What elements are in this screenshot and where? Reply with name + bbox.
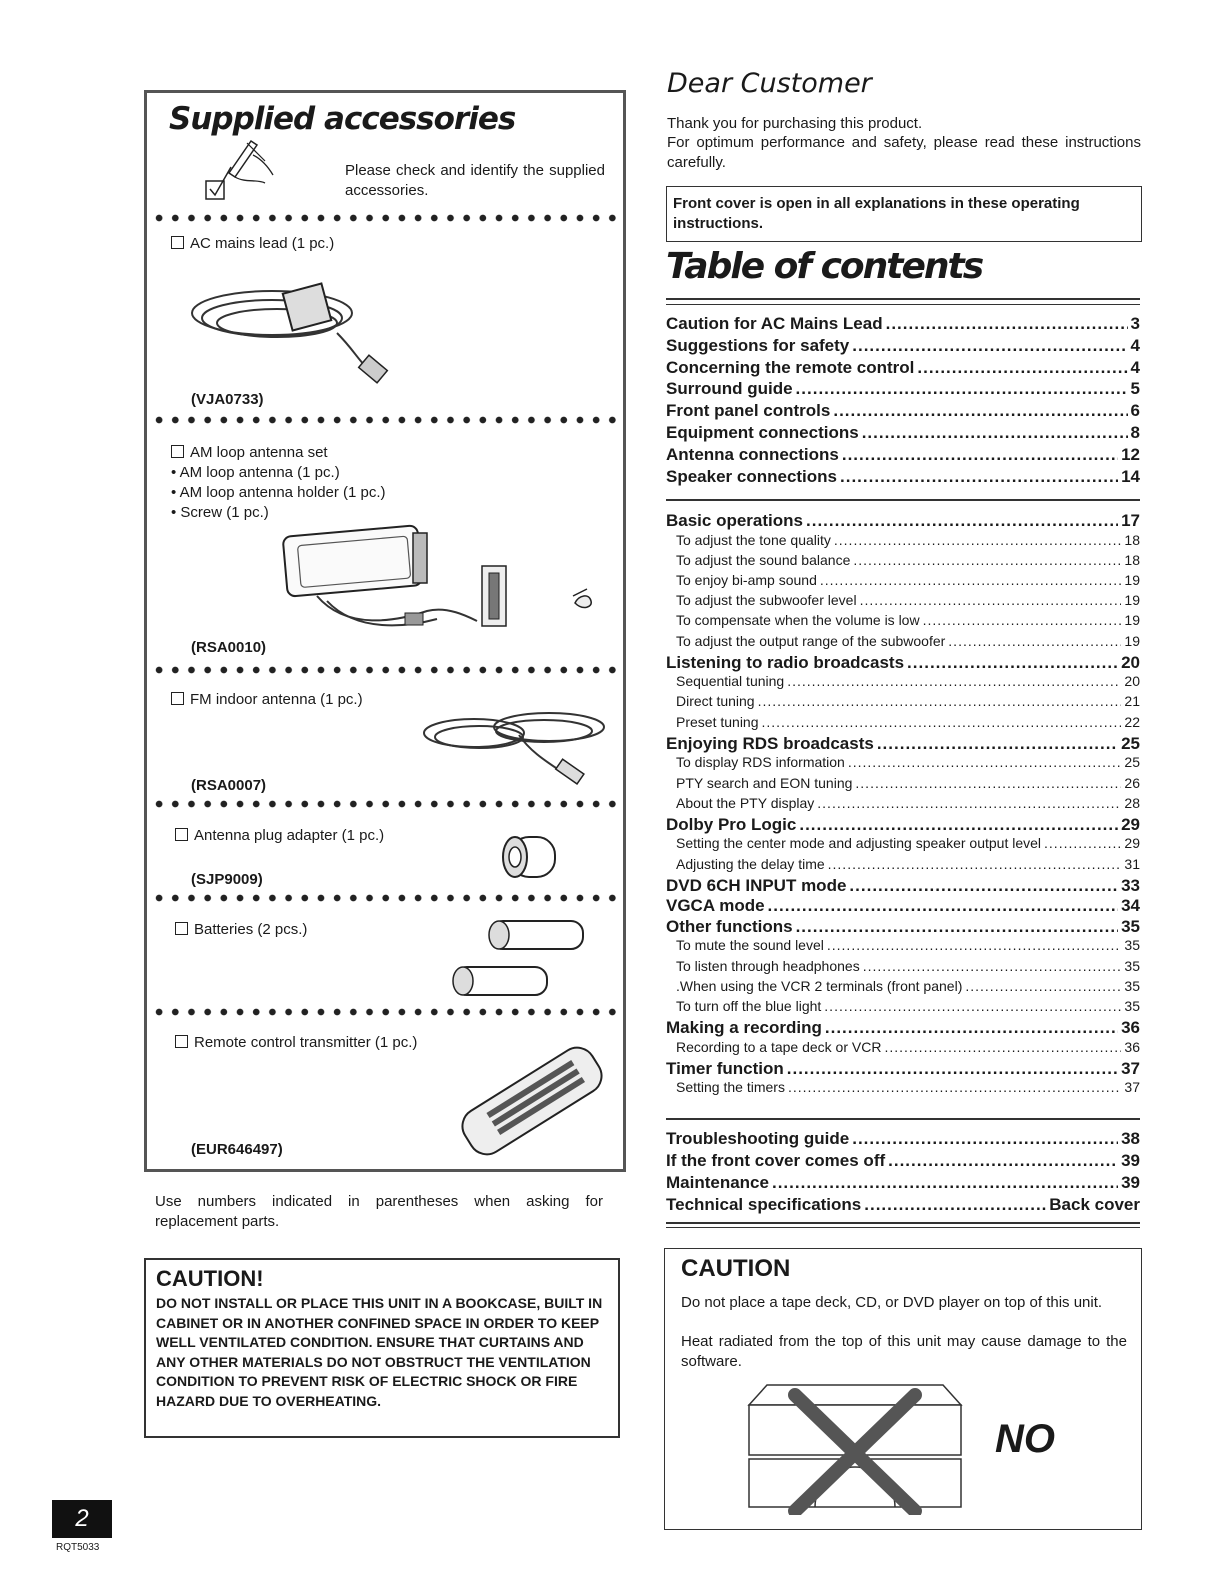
toc-subentry <box>666 958 1140 974</box>
dot-leader <box>768 896 1119 916</box>
toc-entry <box>666 734 1140 754</box>
toc-entry <box>666 653 1140 673</box>
dot-leader <box>849 876 1118 896</box>
dot-leader <box>825 1018 1118 1038</box>
toc-page-number: 35 <box>1124 997 1140 1014</box>
supplied-accessories-box <box>144 90 626 1172</box>
toc-entry-label: Adjusting the delay time <box>676 855 825 872</box>
dot-leader <box>840 467 1118 487</box>
page-code: RQT5033 <box>56 1542 100 1553</box>
toc-page-number: 19 <box>1124 592 1140 609</box>
dot-leader <box>886 314 1128 334</box>
toc-entry-label: About the PTY display <box>676 794 815 811</box>
toc-page-number: 37 <box>1124 1079 1140 1096</box>
accessory-batteries: Batteries (2 pcs.) <box>175 921 307 938</box>
toc-page-number: 34 <box>1121 896 1140 916</box>
toc-entry-label: Technical specifications <box>666 1195 862 1214</box>
toc-page-number: 29 <box>1124 835 1140 852</box>
dotted-divider <box>151 799 621 809</box>
checkbox <box>175 828 188 841</box>
toc-subentry <box>666 714 1140 730</box>
accessory-remote-control: Remote control transmitter (1 pc.) <box>175 1034 417 1051</box>
caution-title: CAUTION! <box>156 1266 264 1291</box>
dot-leader <box>1044 835 1121 851</box>
toc-subentry <box>666 633 1140 649</box>
dot-leader <box>806 511 1118 531</box>
dot-leader <box>852 1129 1118 1149</box>
toc-entry-label: To adjust the output range of the subwoofer <box>676 632 946 649</box>
toc-page-number: 12 <box>1121 444 1140 464</box>
toc-entry-label: To adjust the sound balance <box>676 551 851 568</box>
toc-page-number: 25 <box>1121 733 1140 753</box>
accessory-am-loop-antenna: AM loop antenna set • AM loop antenna (1 pc.) • AM loop antenna holder (1 pc.) • Screw (1 pc.) <box>171 444 386 521</box>
toc-page-number: 33 <box>1121 875 1140 895</box>
dot-leader <box>842 445 1118 465</box>
toc-rule <box>666 1227 1140 1228</box>
dot-leader <box>855 775 1121 791</box>
dot-leader <box>948 633 1121 649</box>
toc-page-number: 22 <box>1124 713 1140 730</box>
toc-entry <box>666 917 1140 937</box>
list-item: • AM loop antenna holder (1 pc.) <box>171 484 386 501</box>
toc-subentry <box>666 775 1140 791</box>
toc-page-number: 20 <box>1124 673 1140 690</box>
toc-subentry <box>666 1079 1140 1095</box>
dot-leader <box>796 917 1119 937</box>
toc-entry-label: To adjust the tone quality <box>676 531 831 548</box>
toc-entry <box>666 1195 1140 1215</box>
toc-page-number: 4 <box>1130 335 1140 355</box>
no-label: NO <box>995 1417 1055 1461</box>
caution-line2: Heat radiated from the top of this unit may cause damage to the software. <box>681 1333 1127 1370</box>
toc-entry <box>666 336 1140 356</box>
dot-leader <box>762 714 1122 730</box>
toc-subentry <box>666 978 1140 994</box>
dot-leader <box>853 552 1121 568</box>
toc-entry <box>666 358 1140 378</box>
toc-entry-label: Sequential tuning <box>676 673 785 690</box>
toc-page-number: 31 <box>1124 855 1140 872</box>
toc-entry-label: Recording to a tape deck or VCR <box>676 1038 882 1055</box>
dotted-divider <box>151 893 621 903</box>
toc-entry-label: Speaker connections <box>666 466 838 486</box>
toc-entry-label: Maintenance <box>666 1173 769 1192</box>
toc-page-number: 26 <box>1124 774 1140 791</box>
toc-entry <box>666 1018 1140 1038</box>
toc-entry-label: Direct tuning <box>676 693 755 710</box>
toc-entry-label: To display RDS information <box>676 754 845 771</box>
batteries-image <box>447 915 597 1005</box>
toc-entry-label: Dolby Pro Logic <box>666 814 797 834</box>
toc-subentry <box>666 998 1140 1014</box>
toc-page-number: 19 <box>1124 571 1140 588</box>
toc-page-number: 18 <box>1124 531 1140 548</box>
replacement-note: Use numbers indicated in parentheses when asking for replacement parts. <box>155 1193 603 1230</box>
toc-page-number: 39 <box>1121 1173 1140 1192</box>
accessories-title: Supplied accessories <box>169 101 516 137</box>
toc-entry <box>666 1173 1140 1193</box>
dot-leader <box>772 1173 1118 1193</box>
toc-page-number: 21 <box>1124 693 1140 710</box>
toc-entry-label: Front panel controls <box>666 401 831 421</box>
checkbox <box>175 922 188 935</box>
toc-entry-label: If the front cover comes off <box>666 1151 886 1170</box>
dot-leader <box>863 958 1122 974</box>
dear-customer-title: Dear Customer <box>667 68 872 99</box>
toc-subentry <box>666 754 1140 770</box>
toc-subentry <box>666 532 1140 548</box>
dot-leader <box>862 423 1128 443</box>
toc-page-number: 39 <box>1121 1151 1140 1170</box>
toc-page-number: 17 <box>1121 511 1140 530</box>
toc-page-number: 8 <box>1130 423 1140 442</box>
toc-page-number: 36 <box>1124 1038 1140 1055</box>
toc-entry-label: Caution for AC Mains Lead <box>666 314 883 333</box>
toc-entry <box>666 896 1140 916</box>
toc-subentry <box>666 552 1140 568</box>
toc-entry-label: To compensate when the volume is low <box>676 612 920 629</box>
toc-subentry <box>666 856 1140 872</box>
remote-control-image <box>447 1037 607 1157</box>
fm-antenna-image <box>419 705 614 795</box>
toc-entry-label: Making a recording <box>666 1018 822 1038</box>
toc-title: Table of contents <box>666 246 983 287</box>
list-item: • AM loop antenna (1 pc.) <box>171 464 340 481</box>
toc-entry <box>666 1151 1140 1171</box>
toc-entry-label: Setting the center mode and adjusting speaker output level <box>676 835 1042 852</box>
dotted-divider <box>151 213 621 223</box>
toc-subentry <box>666 693 1140 709</box>
part-code: (SJP9009) <box>191 871 263 888</box>
dot-leader <box>877 734 1118 754</box>
toc-page-number: 3 <box>1130 314 1140 333</box>
toc-entry <box>666 876 1140 896</box>
checkbox <box>171 692 184 705</box>
toc-rule <box>666 1222 1140 1224</box>
toc-subentry <box>666 592 1140 608</box>
toc-page-number: 4 <box>1130 357 1140 377</box>
toc-subentry <box>666 795 1140 811</box>
dot-leader <box>923 612 1122 628</box>
toc-page-number: 35 <box>1124 937 1140 954</box>
toc-page-number: 19 <box>1124 632 1140 649</box>
dot-leader <box>834 532 1122 548</box>
dot-leader <box>833 401 1127 421</box>
toc-page-number: 35 <box>1124 957 1140 974</box>
toc-entry <box>666 445 1140 465</box>
toc-subentry <box>666 1039 1140 1055</box>
toc-page-number: 38 <box>1121 1129 1140 1148</box>
toc-entry-label: To mute the sound level <box>676 937 824 954</box>
dot-leader <box>907 653 1118 673</box>
toc-rule <box>666 1118 1140 1120</box>
front-cover-notice: Front cover is open in all explanations in these operating instructions. <box>666 186 1142 242</box>
dot-leader <box>848 754 1122 770</box>
toc-subentry <box>666 835 1140 851</box>
dot-leader <box>884 1039 1121 1055</box>
toc-entry-label: PTY search and EON tuning <box>676 774 853 791</box>
dot-leader <box>824 998 1121 1014</box>
toc-entry <box>666 815 1140 835</box>
toc-entry <box>666 314 1140 334</box>
dot-leader <box>758 693 1122 709</box>
part-code: (RSA0010) <box>191 639 267 656</box>
toc-page-number: 20 <box>1121 652 1140 672</box>
toc-page-number: 5 <box>1130 379 1140 399</box>
toc-entry <box>666 467 1140 487</box>
toc-entry-label: Suggestions for safety <box>666 335 850 355</box>
toc-page-number: 18 <box>1124 551 1140 568</box>
toc-subentry <box>666 673 1140 689</box>
toc-rule <box>666 499 1140 501</box>
checkbox <box>175 1035 188 1048</box>
toc-rule <box>666 298 1140 300</box>
toc-page-number: 19 <box>1124 612 1140 629</box>
toc-entry-label: To adjust the subwoofer level <box>676 592 857 609</box>
caution-box-left <box>144 1258 620 1438</box>
part-code: (RSA0007) <box>191 777 267 794</box>
toc-page-number: 28 <box>1124 794 1140 811</box>
antenna-plug-adapter-image <box>493 829 573 885</box>
dot-leader <box>827 937 1122 953</box>
toc-subentry <box>666 612 1140 628</box>
am-loop-antenna-image <box>277 521 607 646</box>
stacked-units-image <box>745 1375 965 1515</box>
checkbox <box>171 445 184 458</box>
toc-entry-label: Surround guide <box>666 379 793 399</box>
toc-entry-label: Troubleshooting guide <box>666 1129 850 1148</box>
checkbox <box>171 236 184 249</box>
caution-box-right <box>664 1248 1142 1530</box>
toc-page-number: 36 <box>1121 1018 1140 1038</box>
dot-leader <box>787 1059 1118 1079</box>
toc-page-number: 25 <box>1124 754 1140 771</box>
accessory-fm-indoor-antenna: FM indoor antenna (1 pc.) <box>171 691 363 708</box>
toc-subentry <box>666 572 1140 588</box>
dot-leader <box>796 379 1128 399</box>
instructions-line: For optimum performance and safety, please read these instructions carefully. <box>667 134 1141 171</box>
dotted-divider <box>151 665 621 675</box>
accessory-ac-mains-lead: AC mains lead (1 pc.) <box>171 235 334 252</box>
toc-entry-label: .When using the VCR 2 terminals (front panel) <box>676 977 963 994</box>
toc-entry-label: Equipment connections <box>666 423 859 442</box>
dot-leader <box>864 1195 1046 1215</box>
toc-entry <box>666 423 1140 443</box>
toc-page-number: 35 <box>1121 916 1140 936</box>
pen-checkbox-icon <box>201 133 291 205</box>
toc-entry <box>666 511 1140 531</box>
toc-entry-label: Antenna connections <box>666 444 839 464</box>
part-code: (VJA0733) <box>191 391 264 408</box>
toc-page-number: Back cover <box>1049 1195 1140 1214</box>
toc-entry <box>666 379 1140 399</box>
dot-leader <box>860 592 1122 608</box>
toc-entry-label: To turn off the blue light <box>676 997 822 1014</box>
caution-title: CAUTION <box>681 1255 791 1282</box>
dot-leader <box>820 572 1122 588</box>
toc-entry-label: To enjoy bi-amp sound <box>676 571 817 588</box>
toc-entry-label: DVD 6CH INPUT mode <box>666 875 847 895</box>
toc-page-number: 29 <box>1121 814 1140 834</box>
dot-leader <box>817 795 1121 811</box>
dot-leader <box>965 978 1121 994</box>
toc-entry <box>666 401 1140 421</box>
ac-mains-lead-image <box>177 263 397 388</box>
dot-leader <box>788 1079 1121 1095</box>
dot-leader <box>799 815 1118 835</box>
accessory-antenna-plug-adapter: Antenna plug adapter (1 pc.) <box>175 827 384 844</box>
dotted-divider <box>151 415 621 425</box>
caution-body: DO NOT INSTALL OR PLACE THIS UNIT IN A BOOKCASE, BUILT IN CABINET OR IN ANOTHER CONFINED SPACE IN ORDER TO KEEP WELL VENTILATED CONDITION. ENSURE THAT CURTAINS AND ANY OTHER MATERIALS DO NOT OBSTRUCT THE VENTILATION CONDITION TO PREVENT RISK OF ELECTRIC SHOCK OR FIRE HAZARD DUE TO OVERHEATING. <box>156 1295 603 1409</box>
thanks-line: Thank you for purchasing this product. <box>667 115 923 132</box>
toc-entry-label: Other functions <box>666 916 793 936</box>
dot-leader <box>917 358 1127 378</box>
dotted-divider <box>151 1007 621 1017</box>
caution-line1: Do not place a tape deck, CD, or DVD player on top of this unit. <box>681 1294 1103 1311</box>
accessories-intro: Please check and identify the supplied accessories. <box>345 162 605 199</box>
toc-entry-label: Timer function <box>666 1058 784 1078</box>
toc-entry-label: VGCA mode <box>666 896 765 916</box>
toc-page-number: 35 <box>1124 977 1140 994</box>
dot-leader <box>852 336 1127 356</box>
toc-entry-label: To listen through headphones <box>676 957 860 974</box>
toc-entry-label: Setting the timers <box>676 1079 785 1096</box>
dot-leader <box>787 673 1121 689</box>
toc-entry-label: Listening to radio broadcasts <box>666 652 905 672</box>
toc-entry-label: Preset tuning <box>676 713 759 730</box>
toc-entry-label: Concerning the remote control <box>666 357 915 377</box>
toc-subentry <box>666 937 1140 953</box>
list-item: • Screw (1 pc.) <box>171 504 269 521</box>
part-code: (EUR646497) <box>191 1141 283 1158</box>
toc-entry-label: Enjoying RDS broadcasts <box>666 733 874 753</box>
toc-entry <box>666 1059 1140 1079</box>
toc-page-number: 6 <box>1130 401 1140 421</box>
toc-entry <box>666 1129 1140 1149</box>
toc-rule <box>666 304 1140 305</box>
dot-leader <box>828 856 1122 872</box>
toc-page-number: 37 <box>1121 1058 1140 1078</box>
page-number: 2 <box>52 1500 112 1538</box>
toc-page-number: 14 <box>1121 466 1140 486</box>
toc-entry-label: Basic operations <box>666 511 803 530</box>
dot-leader <box>888 1151 1118 1171</box>
